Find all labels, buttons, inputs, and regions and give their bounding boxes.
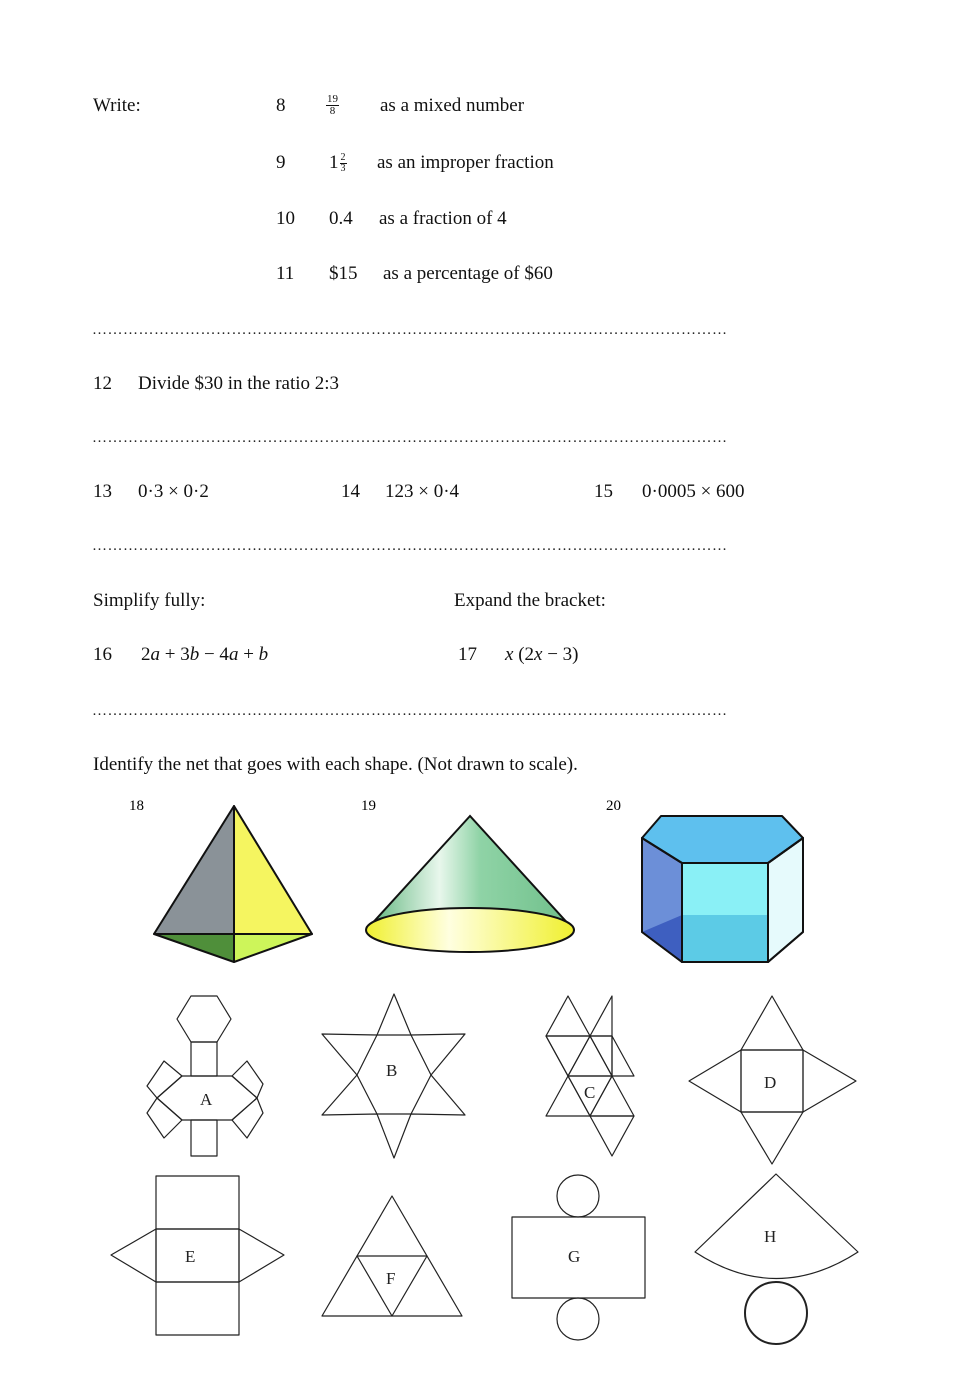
- dotted-separator: ……………………………………………………………………………………………………………: [92, 538, 728, 554]
- simplify-heading: Simplify fully:: [93, 590, 206, 611]
- mixed-denominator: 3: [340, 162, 346, 174]
- cone-shape: [366, 816, 574, 952]
- mixed-numerator: 2: [340, 151, 346, 163]
- net-h: [695, 1174, 858, 1344]
- net-g: [512, 1175, 645, 1340]
- dotted-separator: ……………………………………………………………………………………………………………: [92, 322, 728, 338]
- question-13-expression: 0·3 × 0·2: [138, 481, 209, 502]
- net-f: [322, 1196, 462, 1316]
- question-number-8: 8: [276, 95, 286, 116]
- question-12-text: Divide $30 in the ratio 2:3: [138, 373, 340, 394]
- net-b: [322, 994, 465, 1158]
- net-label-e: E: [185, 1247, 196, 1266]
- net-label-f: F: [386, 1269, 396, 1288]
- question-8-task: as a mixed number: [380, 95, 525, 116]
- pyramid-right-face: [234, 806, 312, 934]
- hexagonal-prism-shape: [642, 816, 803, 962]
- net-e: [111, 1176, 284, 1335]
- cone-base: [366, 908, 574, 952]
- question-10-expression: 0.4: [329, 208, 353, 229]
- square-pyramid-shape: [154, 806, 312, 962]
- net-d: [689, 996, 856, 1164]
- question-number-11: 11: [276, 263, 295, 284]
- question-number-15: 15: [594, 481, 613, 502]
- question-11-task: as a percentage of $60: [383, 263, 553, 284]
- question-9-task: as an improper fraction: [377, 152, 554, 173]
- nets-instruction: Identify the net that goes with each shape. (Not drawn to scale).: [93, 754, 578, 775]
- question-number-17: 17: [458, 644, 477, 665]
- expand-heading: Expand the bracket:: [454, 590, 606, 611]
- net-label-b: B: [386, 1061, 398, 1080]
- question-15-expression: 0·0005 × 600: [642, 481, 745, 502]
- question-number-16: 16: [93, 644, 112, 665]
- net-label-c: C: [584, 1083, 596, 1102]
- prism-front-lower: [682, 915, 768, 962]
- question-number-13: 13: [93, 481, 112, 502]
- mixed-whole: 1: [329, 152, 339, 173]
- question-17-expression: x (2x − 3): [505, 644, 579, 665]
- shape-number-20: 20: [606, 798, 621, 814]
- net-label-h: H: [764, 1227, 777, 1246]
- dotted-separator: ……………………………………………………………………………………………………………: [92, 430, 728, 446]
- question-16-expression: 2a + 3b − 4a + b: [141, 644, 269, 665]
- shape-number-18: 18: [129, 798, 144, 814]
- pyramid-base-left: [154, 934, 234, 962]
- fraction-numerator: 19: [327, 93, 338, 106]
- question-10-task: as a fraction of 4: [379, 208, 507, 229]
- net-c: [546, 996, 634, 1156]
- question-number-14: 14: [341, 481, 360, 502]
- question-number-9: 9: [276, 152, 286, 173]
- question-number-10: 10: [276, 208, 295, 229]
- net-label-a: A: [200, 1090, 213, 1109]
- pyramid-base-right: [234, 934, 312, 962]
- net-label-d: D: [764, 1073, 777, 1092]
- net-label-g: G: [568, 1247, 581, 1266]
- question-14-expression: 123 × 0·4: [385, 481, 460, 502]
- dotted-separator: ……………………………………………………………………………………………………………: [92, 703, 728, 719]
- pyramid-left-face: [154, 806, 234, 934]
- write-heading: Write:: [93, 95, 141, 116]
- question-11-expression: $15: [329, 263, 358, 284]
- question-number-12: 12: [93, 373, 112, 394]
- shape-number-19: 19: [361, 798, 376, 814]
- net-a: [147, 996, 263, 1156]
- fraction-denominator: 8: [329, 105, 336, 118]
